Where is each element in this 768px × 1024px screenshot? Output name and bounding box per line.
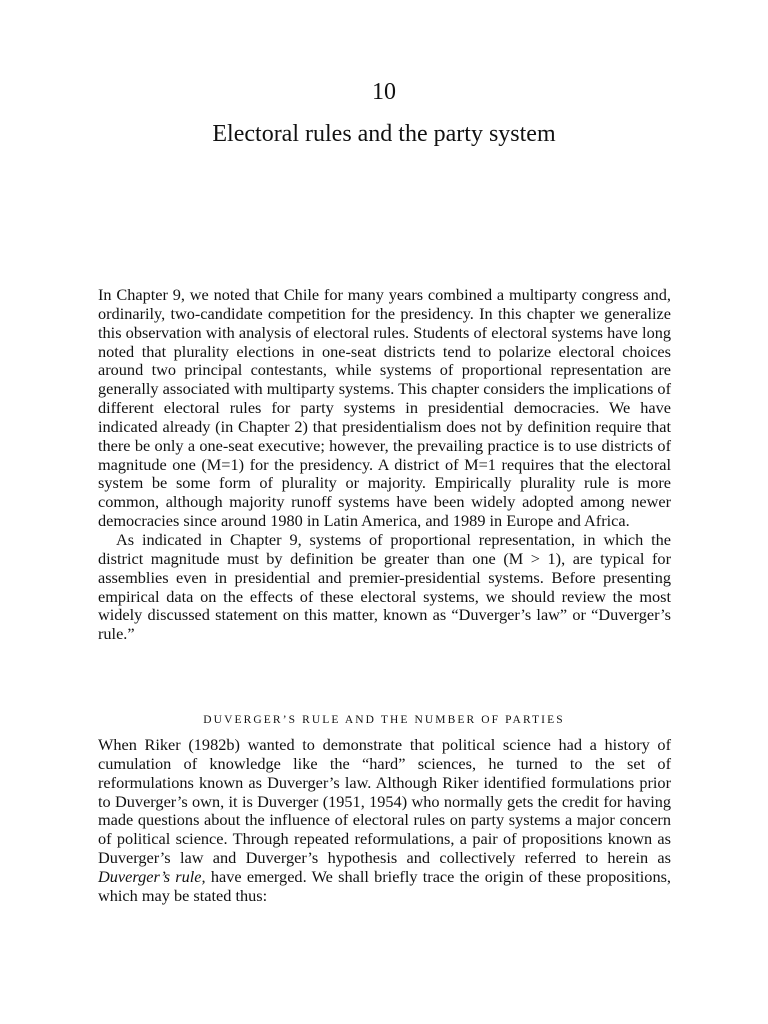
chapter-title: Electoral rules and the party system bbox=[212, 121, 556, 147]
chapter-number: 10 bbox=[372, 79, 396, 105]
paragraph-1: In Chapter 9, we noted that Chile for many years combined a multiparty congress and, ordinarily, two-candidate competition for the presidency. In this chapter we generalize this observation with analysis of electoral rules. Students of electoral systems have long noted that plurality elections in one-seat districts tend to polarize electoral choices around two principal contestants, while systems of proportional representation are generally associated with multiparty systems. This chapter considers the implications of different electoral rules for party systems in presidential democracies. We have indicated already (in Chapter 2) that presidentialism does not by definition require that there be only a one-seat executive; however, the prevailing practice is to use districts of magnitude one (M=1) for the presidency. A district of M=1 requires that the electoral system be some form of plurality or majority. Empirically plurality rule is more common, although majority runoff systems have been widely adopted among newer democracies since around 1980 in Latin America, and 1989 in Europe and Africa. bbox=[98, 285, 671, 531]
intro-text bbox=[98, 286, 671, 644]
section-paragraph-1-part-a: When Riker (1982b) wanted to demonstrate that political science had a history of cumulation of knowledge like the “hard” sciences, he turned to the set of reformulations known as Duverger’s law. Although Riker identified formulations prior to Duverger’s own, it is Duverger (1951, 1954) who normally gets the credit for having made questions about the influence of electoral rules on party systems a major concern of political science. Through repeated reformulations, a pair of propositions known as Duverger’s law and Duverger’s hypothesis and collectively referred to herein as bbox=[98, 735, 671, 868]
section-text bbox=[98, 736, 671, 906]
section-paragraph-1-italic: Duverger’s rule, bbox=[98, 866, 206, 886]
paragraph-2: As indicated in Chapter 9, systems of proportional representation, in which the district magnitude must by definition be greater than one (M > 1), are typical for assemblies even in presidential and premier-presidential systems. Before presenting empirical data on the effects of these electoral systems, we should review the most widely discussed statement on this matter, known as “Duverger’s law” or “Duverger’s rule.” bbox=[98, 529, 671, 644]
section-paragraph-1 bbox=[98, 736, 671, 906]
section-paragraph-1-part-b: have emerged. We shall briefly trace the origin of these propositions, which may be stated thus: bbox=[98, 866, 671, 905]
section-heading: DUVERGER’S RULE AND THE NUMBER OF PARTIES bbox=[203, 714, 565, 726]
